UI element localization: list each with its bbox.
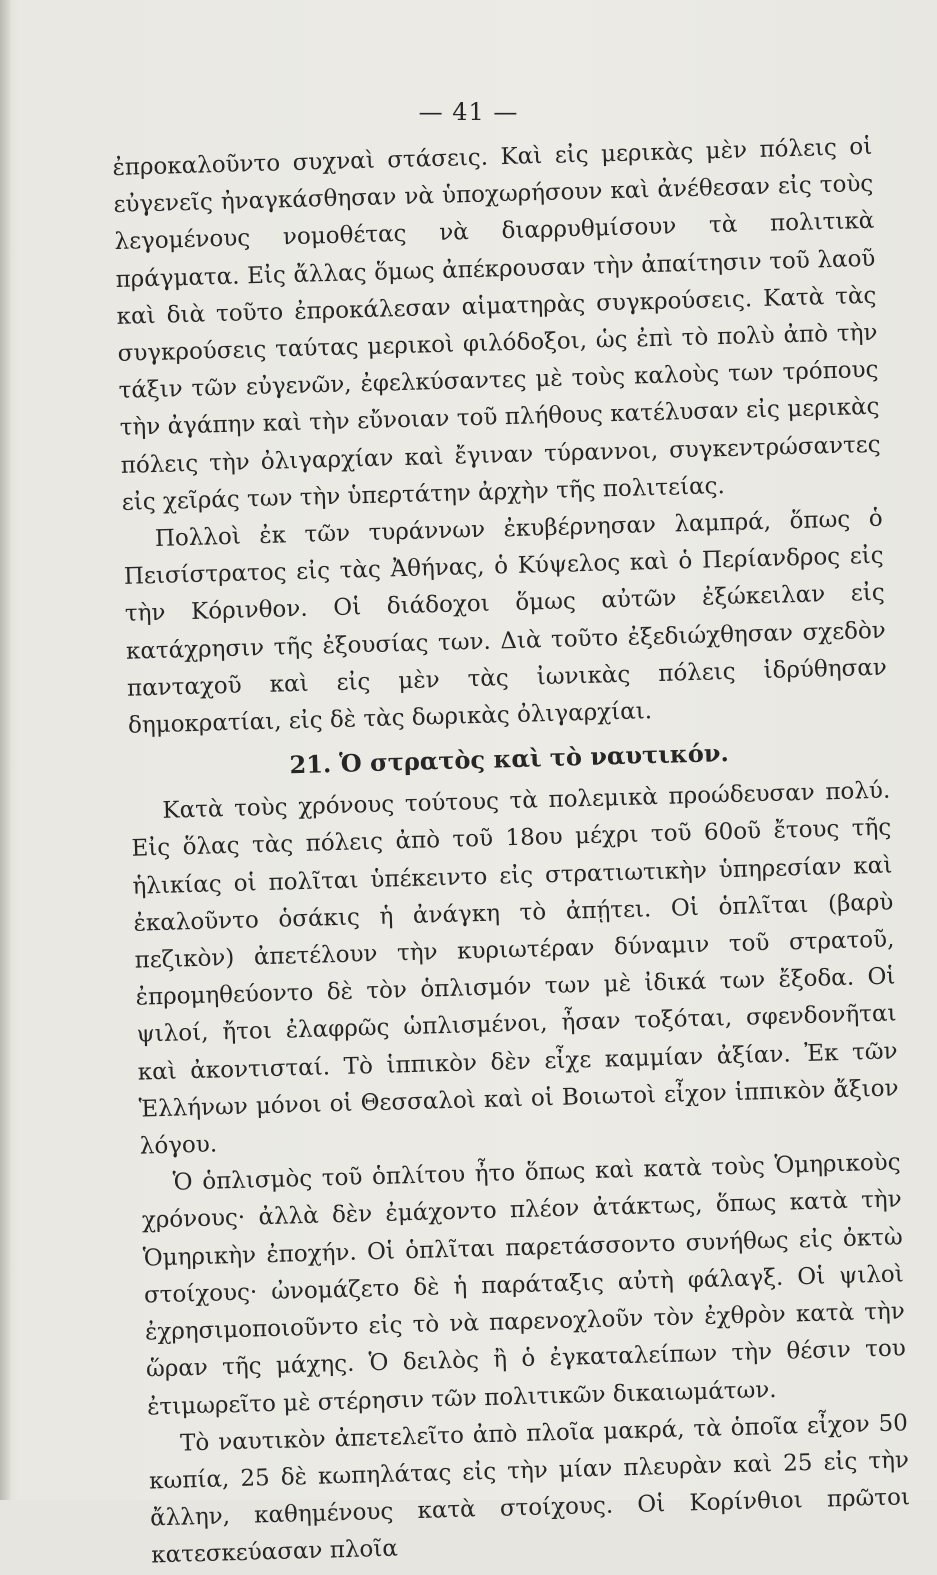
page-number: — 41 — (418, 98, 519, 126)
section-number: 21. (289, 749, 332, 780)
section-paragraph-2: Ὁ ὁπλισμὸς τοῦ ὁπλίτου ἦτο ὅπως καὶ κατὰ τοὺς Ὁμηρικοὺς χρόνους· ἀλλὰ δὲν ἐμάχοντο πλέον ἀτάκτως, ὅπως κατὰ τὴν Ὁμηρικὴν ἐποχήν. Οἱ ὁπλῖται παρετάσσοντο συνήθως εἰς ὀκτὼ στοίχους· ὠνομάζετο δὲ ἡ παράταξις αὐτὴ φάλαγξ. Οἱ ψιλοὶ ἐχρησιμοποιοῦντο εἰς τὸ νὰ παρενοχλοῦν τὸν ἐχθρὸν κατὰ τὴν ὥραν τῆς μάχης. Ὁ δειλὸς ἢ ὁ ἐγκαταλείπων τὴν θέσιν του ἐτιμωρεῖτο μὲ στέρησιν τῶν πολιτικῶν δικαιωμάτων. (141, 1149, 907, 1421)
section-paragraph-3: Τὸ ναυτικὸν ἀπετελεῖτο ἀπὸ πλοῖα μακρά, τὰ ὁποῖα εἶχον 50 κωπία, 25 δὲ κωπηλάτας εἰς τὴν μίαν πλευρὰν καὶ 25 εἰς τὴν ἄλλην, καθημένους κατὰ στοίχους. Οἱ Κορίνθιοι πρῶτοι κατεσκεύασαν πλοῖα (148, 1409, 911, 1569)
page-spine-shadow (0, 0, 10, 1500)
page-text-block (112, 129, 912, 1575)
section-paragraph-1: Κατὰ τοὺς χρόνους τούτους τὰ πολεμικὰ προώδευσαν πολύ. Εἰς ὅλας τὰς πόλεις ἀπὸ τοῦ 18ου μέχρι τοῦ 60οῦ ἔτους τῆς ἡλικίας οἱ πολῖται ὑπέκειντο εἰς στρατιωτικὴν ὑπηρεσίαν καὶ ἐκαλοῦντο ὁσάκις ἡ ἀνάγκη τὸ ἀπῄτει. Οἱ ὁπλῖται (βαρὺ πεζικὸν) ἀπετέλουν τὴν κυριωτέραν δύναμιν τοῦ στρατοῦ, ἐπρομηθεύοντο δὲ τὸν ὁπλισμόν των μὲ ἰδικά των ἔξοδα. Οἱ ψιλοί, ἤτοι ἐλαφρῶς ὡπλισμένοι, ἦσαν τοξόται, σφενδονῆται καὶ ἀκοντισταί. Τὸ ἱππικὸν δὲν εἶχε καμμίαν ἀξίαν. Ἐκ τῶν Ἑλλήνων μόνοι οἱ Θεσσαλοὶ καὶ οἱ Βοιωτοὶ εἶχον ἱππικὸν ἄξιον λόγου. (131, 777, 899, 1160)
paragraph-2: Πολλοὶ ἐκ τῶν τυράννων ἐκυβέρνησαν λαμπρά, ὅπως ὁ Πεισίστρατος εἰς τὰς Ἀθήνας, ὁ Κύψελος καὶ ὁ Περίανδρος εἰς τὴν Κόρινθον. Οἱ διάδοχοι ὅμως αὐτῶν ἐξώκειλαν εἰς κατάχρησιν τῆς ἐξουσίας των. Διὰ τοῦτο ἐξεδιώχθησαν σχεδὸν πανταχοῦ καὶ εἰς μὲν τὰς ἰωνικὰς πόλεις ἱδρύθησαν δημοκρατίαι, εἰς δὲ τὰς δωρικὰς ὀλιγαρχίαι. (123, 505, 888, 739)
paragraph-1: ἐπροκαλοῦντο συχναὶ στάσεις. Καὶ εἰς μερικὰς μὲν πόλεις οἱ εὐγενεῖς ἠναγκάσθησαν νὰ ὑποχωρήσουν καὶ ἀνέθεσαν εἰς τοὺς λεγομένους νομοθέτας νὰ διαρρυθμίσουν τὰ πολιτικὰ πράγματα. Εἰς ἄλλας ὅμως ἀπέκρουσαν τὴν ἀπαίτησιν τοῦ λαοῦ καὶ διὰ τοῦτο ἐπροκάλεσαν αἱματηρὰς συγκρούσεις. Κατὰ τὰς συγκρούσεις ταύτας μερικοὶ φιλόδοξοι, ὡς ἐπὶ τὸ πολὺ ἀπὸ τὴν τάξιν τῶν εὐγενῶν, ἐφελκύσαντες μὲ τοὺς καλοὺς των τρόπους τὴν ἀγάπην καὶ τὴν εὔνοιαν τοῦ πλήθους κατέλυσαν εἰς μερικὰς πόλεις τὴν ὀλιγαρχίαν καὶ ἔγιναν τύραννοι, συγκεντρώσαντες εἰς χεῖράς των τὴν ὑπερτάτην ἀρχὴν τῆς πολιτείας. (112, 133, 881, 516)
section-title: Ὁ στρατὸς καὶ τὸ ναυτικόν. (338, 738, 730, 779)
